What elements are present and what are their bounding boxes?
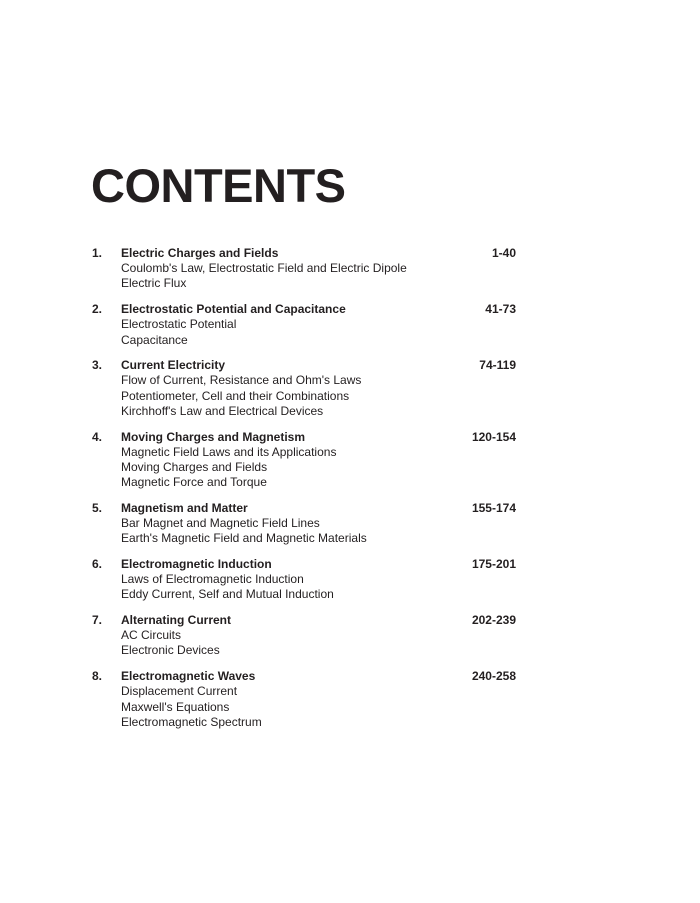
entry-subtopic: Moving Charges and Fields: [121, 459, 268, 474]
entry-title: Electromagnetic Induction: [121, 556, 272, 571]
toc-entry-3: [92, 358, 516, 419]
entry-page-range: 120-154: [471, 429, 516, 444]
entry-title: Moving Charges and Magnetism: [121, 429, 306, 444]
entry-subtopic: Earth's Magnetic Field and Magnetic Materials: [121, 531, 367, 546]
entry-title: Electrostatic Potential and Capacitance: [121, 302, 346, 317]
entry-subtopic: Capacitance: [121, 332, 188, 347]
toc-entry-6: [92, 557, 516, 603]
entry-subtopic: Magnetic Force and Torque: [121, 475, 267, 490]
entry-title: Electromagnetic Waves: [121, 669, 256, 684]
entry-subtopic: Magnetic Field Laws and its Applications: [121, 444, 337, 459]
entry-page-range: 1-40: [491, 246, 516, 260]
entry-page-range: 202-239: [471, 613, 516, 628]
entry-subtopic: Electromagnetic Spectrum: [121, 714, 262, 729]
entry-subtopic: Electric Flux: [121, 276, 187, 291]
entry-title: Electric Charges and Fields: [121, 246, 279, 260]
table-of-contents: [92, 246, 516, 730]
entry-subtopic: Flow of Current, Resistance and Ohm's Laws: [121, 373, 362, 388]
entry-subtopic: Electronic Devices: [121, 643, 220, 658]
entry-subtopic: Coulomb's Law, Electrostatic Field and Electric Dipole: [121, 261, 407, 276]
entry-number: 1.: [92, 246, 103, 260]
entry-number: 4.: [92, 429, 103, 444]
toc-entry-2: [92, 302, 516, 348]
toc-entry-1: [92, 246, 516, 292]
toc-entry-4: [92, 430, 516, 491]
entry-page-range: 240-258: [471, 669, 516, 684]
page-title: CONTENTS: [91, 159, 346, 212]
entry-title: Current Electricity: [121, 358, 226, 373]
entry-page-range: 155-174: [471, 500, 516, 515]
entry-number: 3.: [92, 358, 103, 373]
entry-page-range: 74-119: [479, 358, 516, 373]
entry-subtopic: Bar Magnet and Magnetic Field Lines: [121, 516, 320, 531]
entry-subtopic: Potentiometer, Cell and their Combinations: [121, 388, 350, 403]
entry-number: 6.: [92, 556, 103, 571]
entry-subtopic: Displacement Current: [121, 684, 238, 699]
toc-entry-8: [92, 669, 516, 730]
entry-number: 5.: [92, 500, 103, 515]
entry-number: 2.: [92, 302, 103, 317]
entry-subtopic: Kirchhoff's Law and Electrical Devices: [121, 403, 324, 418]
entry-page-range: 41-73: [485, 302, 516, 317]
entry-subtopic: Electrostatic Potential: [121, 317, 237, 332]
entry-subtopic: Maxwell's Equations: [121, 699, 230, 714]
toc-entry-7: [92, 613, 516, 659]
toc-entry-5: [92, 501, 516, 547]
entry-title: Magnetism and Matter: [121, 500, 248, 515]
entry-title: Alternating Current: [121, 613, 232, 628]
entry-subtopic: Eddy Current, Self and Mutual Induction: [121, 587, 334, 602]
entry-page-range: 175-201: [471, 556, 516, 571]
entry-subtopic: AC Circuits: [121, 628, 182, 643]
entry-number: 8.: [92, 669, 103, 684]
entry-number: 7.: [92, 613, 103, 628]
entry-subtopic: Laws of Electromagnetic Induction: [121, 572, 304, 587]
